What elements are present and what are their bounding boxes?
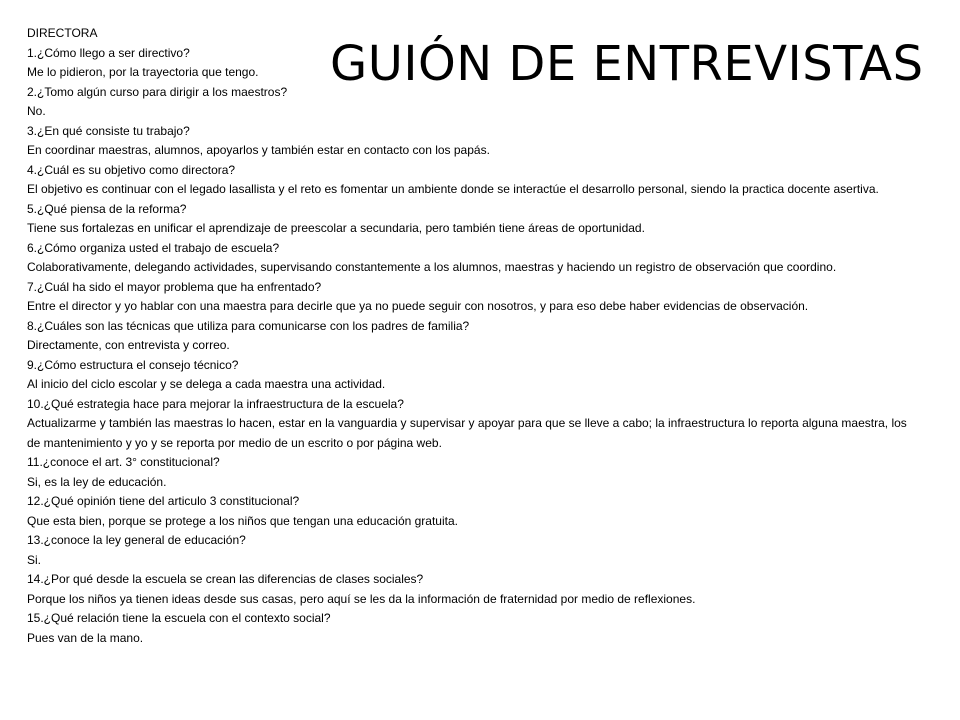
answer-10: Actualizarme y también las maestras lo hacen, estar en la vanguardia y supervisar y apoyar para que se lleve a cabo; la infraestructura lo reporta alguna maestra, los de mantenimiento y yo y se reporta por medio de un escrito o por página web. — [27, 416, 907, 450]
question-12: 12.¿Qué opinión tiene del articulo 3 constitucional? — [27, 494, 300, 508]
question-13: 13.¿conoce la ley general de educación? — [27, 533, 246, 547]
question-3: 3.¿En qué consiste tu trabajo? — [27, 123, 190, 138]
question-14: 14.¿Por qué desde la escuela se crean las diferencias de clases sociales? — [27, 572, 424, 586]
question-4: 4.¿Cuál es su objetivo como directora? — [27, 162, 236, 177]
answer-1: Me lo pidieron, por la trayectoria que tengo. — [27, 65, 259, 79]
answer-13: Si. — [27, 552, 42, 567]
answer-8: Directamente, con entrevista y correo. — [27, 338, 230, 352]
answer-11: Si, es la ley de educación. — [27, 474, 167, 489]
question-7: 7.¿Cuál ha sido el mayor problema que ha enfrentado? — [27, 279, 322, 294]
answer-4: El objetivo es continuar con el legado lasallista y el reto es fomentar un ambiente donde se interactúe el desarrollo personal, siendo la practica docente asertiva. — [27, 182, 879, 196]
answer-2: No. — [27, 104, 46, 118]
answer-6: Colaborativamente, delegando actividades, supervisando constantemente a los alumnos, maestras y haciendo un registro de observación que coordino. — [27, 260, 837, 274]
question-2: 2.¿Tomo algún curso para dirigir a los maestros? — [27, 84, 288, 99]
question-8: 8.¿Cuáles son las técnicas que utiliza para comunicarse con los padres de familia? — [27, 318, 470, 333]
slide-title: GUIÓN DE ENTREVISTAS — [330, 36, 924, 92]
answer-14: Porque los niños ya tienen ideas desde sus casas, pero aquí se les da la información de fraternidad por medio de reflexiones. — [27, 591, 696, 606]
question-15: 15.¿Qué relación tiene la escuela con el contexto social? — [27, 611, 331, 625]
question-9: 9.¿Cómo estructura el consejo técnico? — [27, 357, 239, 372]
answer-5: Tiene sus fortalezas en unificar el aprendizaje de preescolar a secundaria, pero también tiene áreas de oportunidad. — [27, 221, 645, 235]
question-5: 5.¿Qué piensa de la reforma? — [27, 201, 187, 216]
answer-3: En coordinar maestras, alumnos, apoyarlos y también estar en contacto con los papás. — [27, 143, 490, 157]
answer-7: Entre el director y yo hablar con una maestra para decirle que ya no puede seguir con nosotros, y para eso debe haber evidencias de observación. — [27, 299, 809, 313]
question-1: 1.¿Cómo llego a ser directivo? — [27, 45, 190, 60]
interviewee-role: DIRECTORA — [27, 26, 98, 40]
question-11: 11.¿conoce el art. 3° constitucional? — [27, 455, 220, 469]
question-10: 10.¿Qué estrategia hace para mejorar la infraestructura de la escuela? — [27, 396, 404, 411]
interview-transcript — [27, 24, 922, 648]
question-6: 6.¿Cómo organiza usted el trabajo de escuela? — [27, 240, 280, 255]
answer-12: Que esta bien, porque se protege a los niños que tengan una educación gratuita. — [27, 513, 458, 528]
answer-9: Al inicio del ciclo escolar y se delega a cada maestra una actividad. — [27, 377, 386, 391]
answer-15: Pues van de la mano. — [27, 630, 144, 645]
